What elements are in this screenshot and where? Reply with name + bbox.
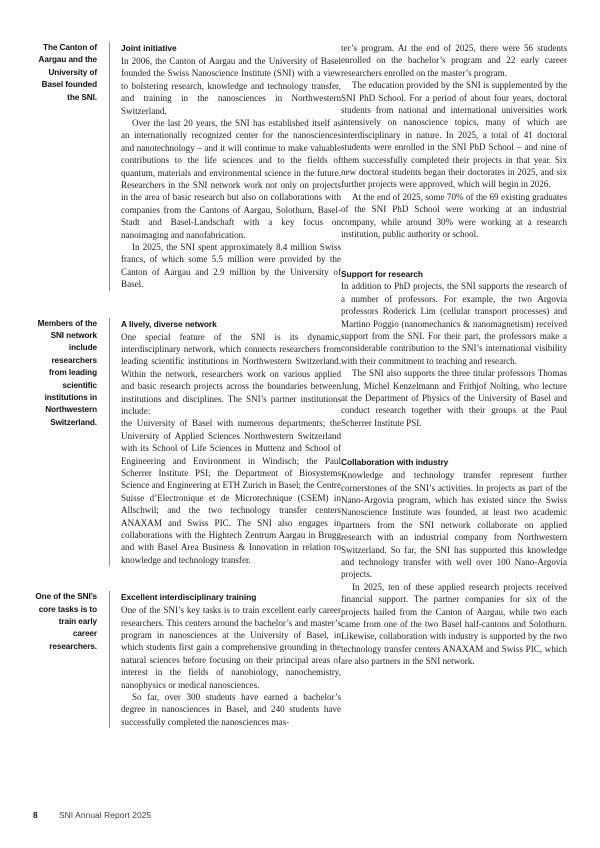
section-gap bbox=[341, 241, 567, 268]
paragraph: In addition to PhD projects, the SNI supports the research of a number of professors. For example, the two Argovia professors Roderick Lim (cellular transport processes) and Martino Poggio (nanomechanics & nanomagnetism) received support from the SNI. For their part, the professors make a considerable contribution to the SNI’s international visibility with their commitment to teaching and research. bbox=[341, 281, 567, 366]
paragraph: So far, over 300 students have earned a bachelor’s degree in nanosciences in Basel, and 240 students have successfully completed the nanosciences mas- bbox=[121, 692, 341, 727]
paragraph: The education provided by the SNI is supplemented by the SNI PhD School. For a period of about four years, doctoral students from national and international universities work intensively on nanoscience topics, many of which are interdisciplinary in nature. In 2025, a total of 41 doctoral students were enrolled in the SNI PhD School – and nine of them successfully completed their projects in that year. Six new doctoral students began their doctorates in 2025, and six further projects were approved, which will begin in 2026. bbox=[341, 80, 567, 190]
paragraph: In 2025, the SNI spent approximately 8.4 million Swiss francs, of which some 5.5 million were provided by the Canton of Aargau and 2.9 million by the University of Basel. bbox=[121, 242, 341, 290]
footer-text: SNI Annual Report 2025 bbox=[59, 810, 152, 820]
paragraph: Over the last 20 years, the SNI has established itself as an internationally recognized center for the nanosciences and nanotechnology – and it will continue to make valuable contributions to the life sciences and to the fields of quantum, materials and environmental science in the future. Researchers in the SNI network work not only on projects in the area of basic research but also on collaborations with companies from the Cantons of Aargau, Solothurn, Basel-Stadt and Basel-Landschaft with a key focus on nanoimaging and nanofabrication. bbox=[121, 117, 341, 240]
heading-collaboration-with-industry: Collaboration with industry bbox=[341, 457, 449, 468]
section-gap bbox=[33, 291, 341, 318]
paragraph: At the end of 2025, some 70% of the 69 existing graduates of the SNI PhD School were working at an industrial company, while around 30% were working at a research institution, public authority or school. bbox=[341, 191, 567, 240]
margin-note-joint-initiative: The Canton of Aargau and the University of Basel founded the SNI. bbox=[38, 43, 97, 102]
section-gap bbox=[33, 566, 341, 591]
block-training-continuation bbox=[341, 42, 567, 241]
section-body-lively-diverse-network bbox=[110, 318, 341, 567]
paragraph: One of the SNI’s key tasks is to train excellent early career researchers. This centers around the bachelor’s and master’s program in nanosciences at the University of Basel, in which students first gain a comprehensive grounding in the natural sciences before focusing on their principal areas of interest in the fields of nanobiology, nanochemistry, nanophysics or medical nanosciences. bbox=[121, 605, 341, 690]
paragraph: In 2006, the Canton of Aargau and the University of Basel founded the Swiss Nanoscience Institute (SNI) with a view to bolstering research, knowledge and technology transfer, and training in the nanosciences in Northwestern Switzerland. bbox=[121, 55, 341, 116]
block-collaboration-with-industry bbox=[341, 456, 567, 667]
page-content bbox=[33, 42, 567, 728]
page-footer bbox=[33, 810, 151, 820]
section-body-excellent-interdisciplinary-training bbox=[110, 591, 341, 728]
right-column bbox=[341, 42, 567, 668]
paragraph: ter’s program. At the end of 2025, there were 56 students enrolled on the bachelor’s program and 22 early career researchers enrolled on the master’s program. bbox=[341, 43, 567, 78]
footer-page-number: 8 bbox=[33, 810, 38, 820]
margin-note-lively-diverse-network: Members of the SNI network include researchers from leading scientific institutions in Northwestern Switzerland. bbox=[37, 318, 97, 427]
section-gap bbox=[341, 429, 567, 456]
heading-excellent-interdisciplinary-training: Excellent interdisciplinary training bbox=[121, 592, 257, 603]
section-body-joint-initiative bbox=[110, 42, 341, 291]
paragraph: The SNI also supports the three titular professors Thomas Jung, Michel Kenzelmann and Frithjof Nolting, who lecture at the Department of Physics of the University of Basel and conduct research together with their groups at the Paul Scherrer Institute PSI. bbox=[341, 368, 567, 428]
heading-joint-initiative: Joint initiative bbox=[121, 43, 177, 53]
heading-lively-diverse-network: A lively, diverse network bbox=[121, 318, 217, 329]
heading-support-for-research: Support for research bbox=[341, 268, 423, 279]
left-column bbox=[33, 42, 341, 728]
block-support-for-research bbox=[341, 268, 567, 430]
section-excellent-interdisciplinary-training bbox=[33, 591, 341, 728]
section-joint-initiative bbox=[33, 42, 341, 291]
two-column-layout bbox=[33, 42, 567, 728]
paragraph: the University of Basel with numerous departments; the University of Applied Sciences Northwestern Switzerland with its School of Life Sciences in Muttenz and School of Engineering and Environment in Windisch; the Paul Scherrer Institute PSI; the Department of Biosystems Science and Engineering at ETH Zurich in Basel; the Centre Suisse d’Electronique et de Microtechnique (CSEM) in Allschwil; and the two technology transfer centers ANAXAM and Swiss PIC. The SNI also engages in collaborations with the Hightech Zentrum Aargau in Brugg and with Basel Area Business & Innovation in relation to knowledge and technology transfer. bbox=[121, 418, 341, 565]
paragraph: Knowledge and technology transfer represent further cornerstones of the SNI’s activities. In projects as part of the Nano-Argovia program, which has existed since the Swiss Nanoscience Institute was founded, at least two academic partners from the SNI network collaborate on applied research with an industrial company from Northwestern Switzerland. So far, the SNI has supported this knowledge and technology transfer with well over 100 Nano-Argovia projects. bbox=[341, 470, 567, 580]
paragraph: One special feature of the SNI is its dynamic, interdisciplinary network, which connects researchers from leading scientific institutions in Northwestern Switzerland. Within the network, researchers work on various applied and basic research projects across the boundaries between institutions and disciplines. The SNI’s partner institutions include: bbox=[121, 331, 341, 416]
margin-note-excellent-interdisciplinary-training: One of the SNI’s core tasks is to train early career researchers. bbox=[35, 592, 97, 651]
section-lively-diverse-network bbox=[33, 318, 341, 567]
paragraph: In 2025, ten of these applied research projects received financial support. The partner companies for six of the projects hailed from the Canton of Aargau, while two each came from one of the two Basel half-cantons and Solothurn. Likewise, collaboration with industry is supported by the two technology transfer centers ANAXAM and Swiss PIC, which are also partners in the SNI network. bbox=[341, 581, 567, 667]
